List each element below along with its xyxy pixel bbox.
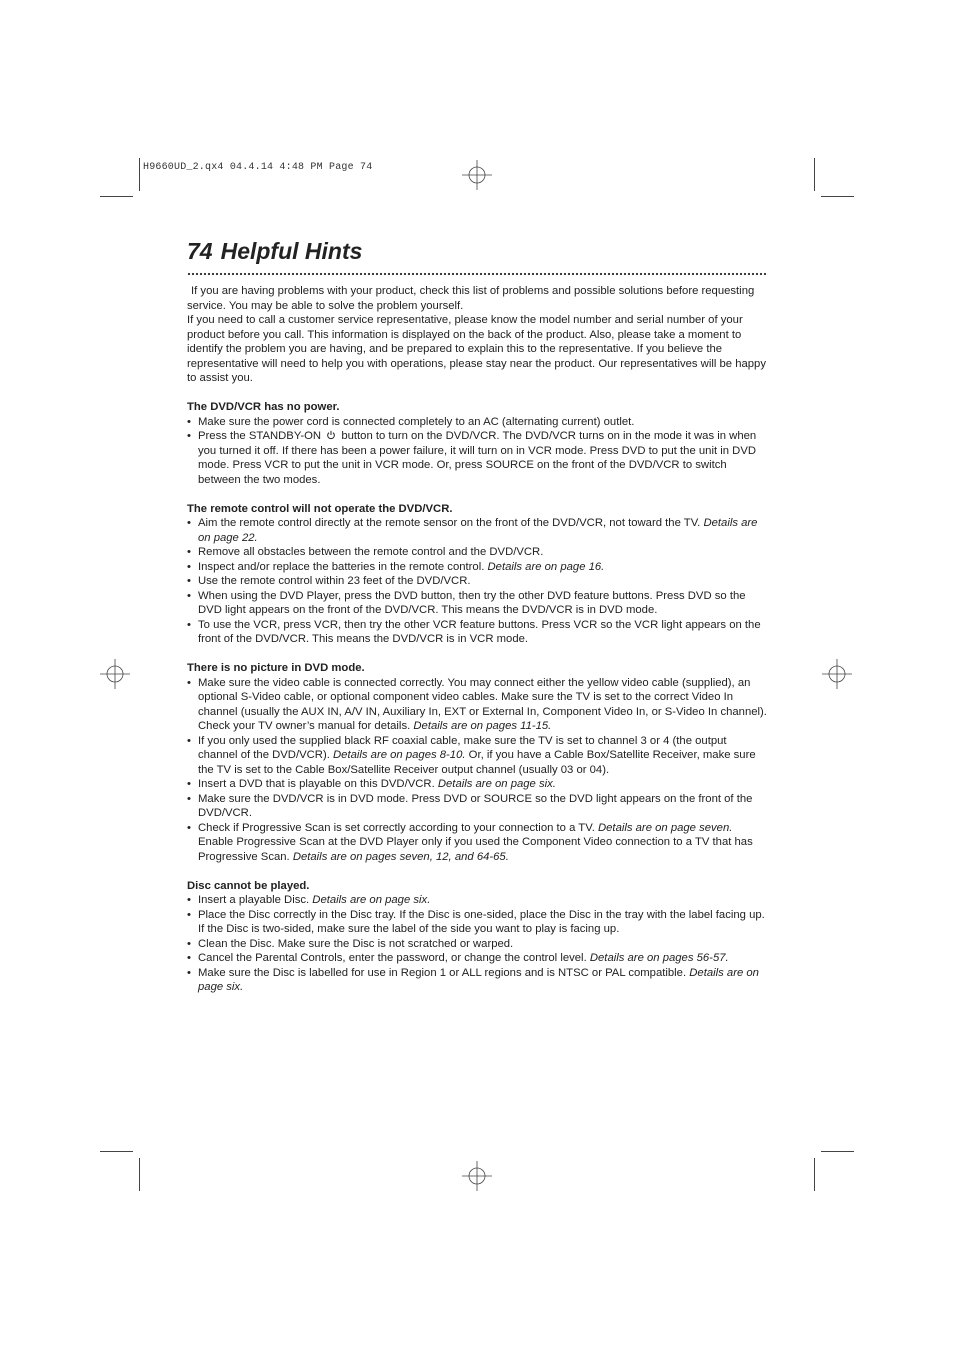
page-reference: Details are on page seven.: [597, 821, 733, 834]
list-item: [187, 415, 767, 430]
page-reference: Details are on page 16.: [487, 560, 605, 573]
page-reference: Details are on pages 11-15.: [413, 720, 552, 732]
crop-mark: [139, 1158, 140, 1191]
dotted-divider: [187, 272, 768, 276]
list-item: [187, 893, 767, 908]
item-text: Press the STANDBY-ON: [198, 430, 322, 442]
crop-mark: [139, 158, 140, 191]
list-item: [187, 821, 767, 865]
page-reference: Details are on pages 8-10.: [333, 749, 466, 761]
item-text: Check if Progressive Scan is set correctly according to your connection to a TV.: [198, 821, 595, 834]
crop-mark: [821, 1151, 854, 1152]
section-heading: There is no picture in DVD mode.: [187, 662, 365, 674]
list-item: [187, 734, 767, 778]
item-text: Make sure the video cable is connected correctly. You may connect either the yellow video cable (supplied), an optional S-Video cable, or optional component video cables. Make sure the TV is set to the correct Video In channel (usually the AUX IN, A/V IN, Auxiliary In, EXT or External In, Component Video In, or S-Video In channel). Check your TV owner’s manual for details.: [198, 676, 767, 732]
registration-mark-icon: [100, 659, 130, 689]
section-heading: The remote control will not operate the DVD/VCR.: [187, 502, 453, 515]
hint-list: [187, 893, 767, 995]
list-item: [187, 516, 767, 545]
item-text: Place the Disc correctly in the Disc tray. If the Disc is one-sided, place the Disc in the tray with the label facing up. If the Disc is two-sided, make sure the label of the side you want to play is facing up.: [198, 908, 765, 935]
registration-mark-icon: [822, 659, 852, 689]
page-reference: Details are on page six.: [198, 966, 759, 993]
crop-mark: [100, 1151, 133, 1152]
item-text: To use the VCR, press VCR, then try the other VCR feature buttons. Press VCR so the VCR light appears on the front of the DVD/VCR. This means the DVD/VCR is in VCR mode.: [198, 618, 761, 645]
page-reference: Details are on page six.: [437, 778, 556, 790]
crop-mark: [814, 158, 815, 191]
item-text: Use the remote control within 23 feet of the DVD/VCR.: [198, 575, 471, 587]
item-text: If you only used the supplied black RF coaxial cable, make sure the TV is set to channel 3 or 4 (the output channel of the DVD/VCR).: [198, 734, 727, 761]
list-item: [187, 908, 767, 937]
page-number: 74: [187, 238, 213, 264]
hint-list: [187, 516, 767, 647]
hint-list: [187, 415, 767, 488]
crop-mark: [821, 196, 854, 197]
intro-paragraph: If you are having problems with your product, check this list of problems and possible solutions before requesting service. You may be able to solve the problem yourself.: [187, 285, 755, 312]
crop-mark: [100, 196, 133, 197]
section-heading: The DVD/VCR has no power.: [187, 401, 340, 413]
section-disc-cannot-play: [187, 879, 767, 995]
hint-list: [187, 676, 767, 865]
page-content: [187, 284, 767, 995]
registration-mark-icon: [462, 160, 492, 190]
list-item: [187, 792, 767, 821]
page-title: [187, 238, 362, 265]
list-item: [187, 429, 767, 487]
power-icon: [326, 430, 336, 440]
page-reference: Details are on pages 56-57.: [589, 952, 729, 964]
page-reference: Details are on page 22.: [198, 517, 758, 544]
item-text: When using the DVD Player, press the DVD button, then try the other DVD feature buttons. Press DVD so the DVD light appears on the front of the DVD/VCR. This means the DVD/VCR is in DVD mode.: [198, 589, 746, 616]
item-text: Enable Progressive Scan at the DVD Player only if you used the Component Video connection to a TV that has Progressive Scan.: [198, 836, 753, 863]
list-item: [187, 574, 767, 589]
list-item: [187, 777, 767, 792]
section-heading: Disc cannot be played.: [187, 879, 310, 892]
section-remote-control: [187, 502, 767, 647]
item-text: Or, if you have a Cable Box/Satellite Receiver, make sure the TV is set to the Cable Box/Satellite Receiver output channel (usually 03 or 04).: [198, 749, 756, 776]
item-text: Make sure the DVD/VCR is in DVD mode. Press DVD or SOURCE so the DVD light appears on the front of the DVD/VCR.: [198, 792, 753, 819]
page-title-text: Helpful Hints: [220, 238, 363, 264]
section-no-picture: [187, 661, 767, 864]
item-text: Aim the remote control directly at the remote sensor on the front of the DVD/VCR, not toward the TV.: [198, 517, 701, 529]
list-item: [187, 676, 767, 734]
list-item: [187, 937, 767, 952]
list-item: [187, 560, 767, 575]
item-text: Insert a DVD that is playable on this DVD/VCR.: [198, 778, 435, 790]
list-item: [187, 966, 767, 995]
section-no-power: [187, 400, 767, 487]
item-text: Cancel the Parental Controls, enter the password, or change the control level.: [198, 952, 587, 964]
item-text: Remove all obstacles between the remote control and the DVD/VCR.: [198, 546, 544, 558]
item-text: Clean the Disc. Make sure the Disc is not scratched or warped.: [198, 937, 514, 950]
crop-mark: [814, 1158, 815, 1191]
item-text: Make sure the power cord is connected completely to an AC (alternating current) outlet.: [198, 415, 635, 428]
page-reference: Details are on pages seven, 12, and 64-65.: [292, 850, 509, 863]
list-item: [187, 951, 767, 966]
print-slug: H9660UD_2.qx4 04.4.14 4:48 PM Page 74: [143, 162, 373, 173]
item-text: button to turn on the DVD/VCR. The DVD/VCR turns on in the mode it was in when you turned it off. If there has been a power failure, it will turn on in VCR mode. Press DVD to put the unit in DVD mode. Press VCR to put the unit in VCR mode. Or, press SOURCE on the front of the DVD/VCR to switch between the two modes.: [198, 430, 757, 486]
intro-paragraph: If you need to call a customer service representative, please know the model number and serial number of your product before you call. This information is displayed on the back of the product. Also, please take a moment to identify the problem you are having, and be prepared to explain this to the representative. If you believe the representative will need to help you with operations, please stay near the product. Our representatives will be happy to assist you.: [187, 314, 766, 384]
item-text: Insert a playable Disc.: [198, 894, 310, 906]
list-item: [187, 589, 767, 618]
item-text: Make sure the Disc is labelled for use in Region 1 or ALL regions and is NTSC or PAL compatible.: [198, 966, 687, 979]
registration-mark-icon: [462, 1161, 492, 1191]
list-item: [187, 545, 767, 560]
list-item: [187, 618, 767, 647]
item-text: Inspect and/or replace the batteries in the remote control.: [198, 560, 485, 573]
page-reference: Details are on page six.: [312, 894, 431, 906]
